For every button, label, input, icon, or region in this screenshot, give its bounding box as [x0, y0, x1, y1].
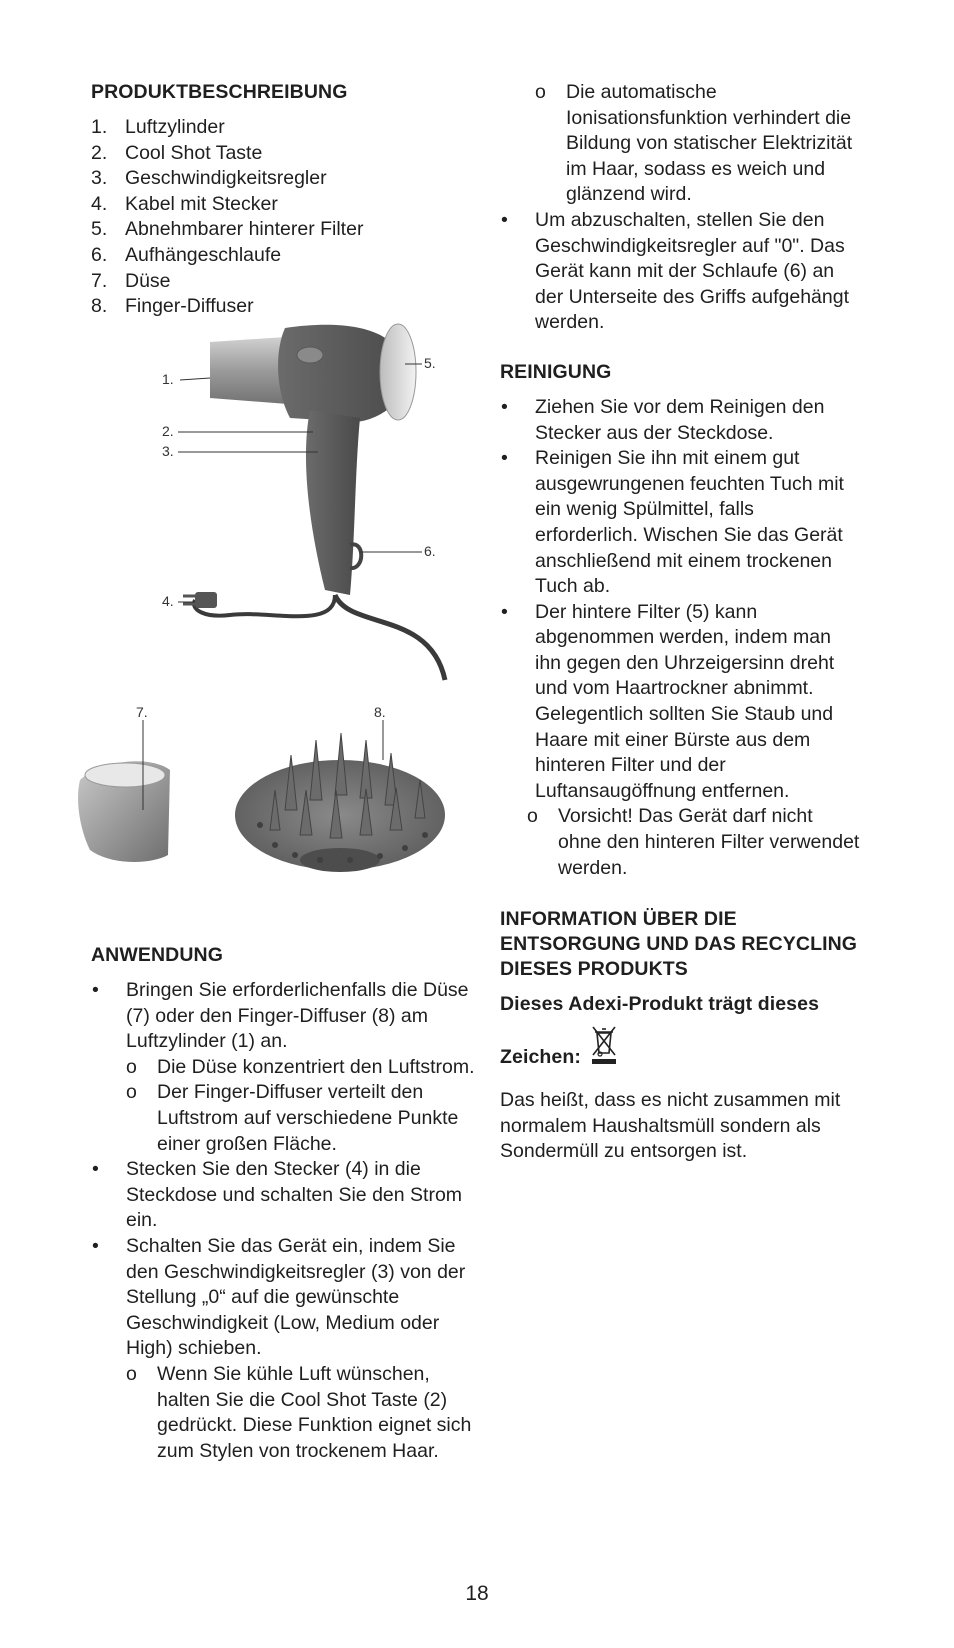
right-column: [500, 80, 860, 1165]
list-item: [91, 115, 481, 141]
list-item: [91, 141, 481, 167]
bullet-marker: •: [501, 395, 508, 418]
cleaning-bullet-3: [500, 600, 860, 882]
cleaning-sub-1: [527, 804, 860, 881]
item-number: 3.: [91, 167, 108, 190]
sub-marker: o: [535, 81, 546, 103]
list-item: [91, 269, 481, 295]
item-number: 7.: [91, 269, 108, 292]
bullet-text: Reinigen Sie ihn mit einem gut ausgewrungenen feuchten Tuch mit ein wenig Spülmittel, falls erforderlich. Wischen Sie das Gerät anschließend mit einem trockenen Tuch ab.: [535, 447, 844, 598]
disposal-mark-label: Zeichen:: [500, 1046, 581, 1069]
item-number: 1.: [91, 116, 108, 138]
bullet-marker: •: [92, 1158, 99, 1181]
sub-marker: o: [527, 805, 538, 828]
callout-1: 1.: [162, 371, 174, 387]
crossed-out-wheelie-bin-icon: [589, 1023, 619, 1070]
bullet-text: Ziehen Sie vor dem Reinigen den Stecker aus der Steckdose.: [535, 395, 825, 444]
page-number: 18: [465, 1582, 489, 1605]
parts-list: [91, 115, 481, 320]
bullet-text: Stecken Sie den Stecker (4) in die Steckdose und schalten Sie den Strom ein.: [126, 1158, 463, 1232]
cleaning-bullet-2: [500, 446, 860, 600]
sub-marker: o: [126, 1081, 137, 1104]
bullet-text: Der hintere Filter (5) kann abgenommen werden, indem man ihn gegen den Uhrzeigersinn dreht und vom Haartrockner abnimmt. Gelegentlich sollten Sie Staub und Haare mit einer Bürste aus dem hinteren Filter und der Luftansaugöffnung entfernen.: [535, 600, 835, 802]
disposal-heading: INFORMATION ÜBER DIE ENTSORGUNG UND DAS RECYCLING DIESES PRODUKTS: [500, 908, 858, 981]
callout-8: 8.: [374, 704, 386, 720]
callout-5: 5.: [424, 355, 436, 371]
sub-text: Die Düse konzentriert den Luftstrom.: [157, 1055, 475, 1078]
accessories-figure: [70, 700, 470, 890]
list-item: [91, 166, 481, 192]
bullet-text: Bringen Sie erforderlichenfalls die Düse (7) oder den Finger-Diffuser (8) am Luftzylinder (1) an.: [126, 979, 469, 1053]
callout-3: 3.: [162, 443, 174, 459]
sub-marker: o: [126, 1055, 137, 1078]
product-description-heading: PRODUKTBESCHREIBUNG: [91, 81, 348, 103]
bullet-text: Um abzuschalten, stellen Sie den Geschwindigkeitsregler auf "0". Das Gerät kann mit der Schlaufe (6) an der Unterseite des Griffs aufgehängt werden.: [535, 208, 849, 334]
item-number: 2.: [91, 141, 108, 164]
item-number: 6.: [91, 243, 108, 266]
bullet-marker: •: [501, 600, 508, 623]
bullet-marker: •: [501, 447, 508, 470]
usage-sub-2: [126, 1080, 481, 1157]
cleaning-heading: REINIGUNG: [500, 360, 612, 383]
usage-bullet-4: [500, 208, 860, 336]
accessories-illustration: [70, 700, 470, 890]
item-label: Düse: [125, 269, 171, 292]
item-label: Finger-Diffuser: [125, 295, 254, 318]
usage-sub-4: [535, 80, 860, 208]
callout-6: 6.: [424, 543, 436, 559]
bullet-text: Schalten Sie das Gerät ein, indem Sie den Geschwindigkeitsregler (3) von der Stellung „0“ auf die gewünschte Geschwindigkeit (Low, Medium oder High) schieben.: [126, 1234, 466, 1360]
usage-bullet-2: [91, 1157, 481, 1234]
callout-7: 7.: [136, 704, 148, 720]
callout-4: 4.: [162, 593, 174, 609]
usage-sub-1: [126, 1055, 481, 1081]
usage-sub-3: [126, 1362, 481, 1464]
item-number: 4.: [91, 192, 108, 215]
usage-bullet-3: [91, 1234, 481, 1464]
usage-bullet-1: [91, 978, 481, 1157]
bullet-marker: •: [92, 1234, 99, 1257]
sub-text: Wenn Sie kühle Luft wünschen, halten Sie die Cool Shot Taste (2) gedrückt. Diese Funktion eignet sich zum Stylen von trockenem Haar.: [157, 1362, 472, 1462]
item-label: Cool Shot Taste: [125, 141, 263, 164]
usage-section: [91, 943, 481, 1464]
disposal-text: Das heißt, dass es nicht zusammen mit normalem Haushaltsmüll sondern als Sondermüll zu entsorgen ist.: [500, 1089, 841, 1163]
bullet-marker: •: [501, 208, 508, 231]
item-label: Aufhängeschlaufe: [125, 243, 282, 266]
sub-marker: o: [126, 1362, 137, 1385]
bullet-marker: •: [92, 979, 99, 1001]
hair-dryer-illustration: [150, 310, 460, 690]
item-number: 5.: [91, 218, 108, 241]
cleaning-bullet-1: [500, 395, 860, 446]
left-column: [91, 80, 481, 320]
item-label: Abnehmbarer hinterer Filter: [125, 218, 364, 241]
sub-text: Vorsicht! Das Gerät darf nicht ohne den hinteren Filter verwendet werden.: [558, 805, 860, 879]
item-label: Geschwindigkeitsregler: [125, 167, 327, 190]
item-label: Luftzylinder: [125, 116, 225, 138]
item-number: 8.: [91, 295, 108, 318]
usage-heading: ANWENDUNG: [91, 944, 223, 966]
disposal-mark-row: [500, 1023, 860, 1070]
list-item: [91, 192, 481, 218]
sub-text: Die automatische Ionisationsfunktion verhindert die Bildung von statischer Elektrizität im Haar, sodass es weich und glänzend wird.: [566, 81, 853, 206]
item-label: Kabel mit Stecker: [125, 192, 278, 215]
hair-dryer-figure: [150, 310, 460, 690]
sub-text: Der Finger-Diffuser verteilt den Luftstrom auf verschiedene Punkte einer großen Fläche.: [157, 1081, 459, 1155]
list-item: [91, 217, 481, 243]
list-item: [91, 243, 481, 269]
callout-2: 2.: [162, 423, 174, 439]
disposal-mark-line: Dieses Adexi-Produkt trägt dieses: [500, 993, 820, 1016]
